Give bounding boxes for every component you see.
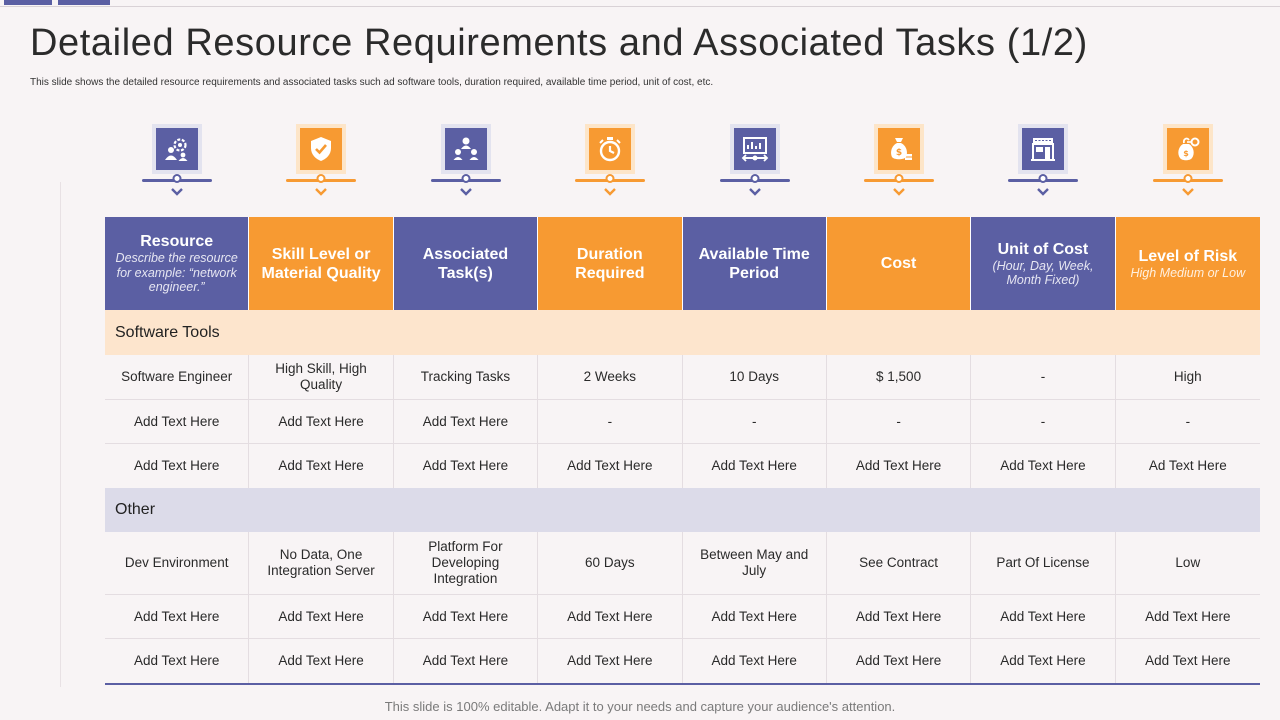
table-bottom-border bbox=[105, 683, 1260, 685]
top-accent-mark bbox=[58, 0, 110, 5]
connector-dot bbox=[461, 174, 470, 183]
table-cell: Platform For Developing Integration bbox=[394, 532, 538, 594]
chevron-down-icon bbox=[893, 188, 905, 196]
table-row bbox=[105, 532, 1260, 595]
table-cell: Add Text Here bbox=[249, 595, 393, 638]
icon-column-cost bbox=[827, 120, 971, 210]
header-title: Level of Risk bbox=[1138, 247, 1238, 265]
table-cell: - bbox=[1185, 413, 1191, 429]
table-cell: Ad Text Here bbox=[1148, 458, 1227, 473]
table-cell: - bbox=[683, 400, 827, 443]
table-cell: Add Text Here bbox=[394, 444, 538, 488]
table-cell: Add Text Here bbox=[394, 639, 538, 683]
connector-dot bbox=[750, 174, 759, 183]
table-row bbox=[105, 444, 1260, 488]
table-cell: Add Text Here bbox=[394, 595, 538, 638]
gear-people-icon bbox=[152, 124, 202, 174]
header-unit-cost bbox=[971, 217, 1115, 310]
table-cell: Add Text Here bbox=[827, 595, 971, 638]
header-subtitle: High Medium or Low bbox=[1130, 265, 1246, 280]
chevron-down-icon bbox=[1182, 188, 1194, 196]
icon-column-duration bbox=[538, 120, 682, 210]
table-cell: High Skill, High Quality bbox=[249, 355, 393, 399]
header-subtitle: (Hour, Day, Week, Month Fixed) bbox=[992, 258, 1094, 287]
header-title: Cost bbox=[880, 255, 917, 272]
table-cell: Add Text Here bbox=[971, 444, 1115, 488]
money-bag-icon bbox=[874, 124, 924, 174]
resource-table bbox=[105, 217, 1260, 685]
section-other: Other bbox=[105, 488, 1260, 532]
table-cell: Part Of License bbox=[971, 532, 1115, 594]
header-cost bbox=[827, 217, 971, 310]
table-cell: Add Text Here bbox=[827, 444, 971, 488]
header-risk bbox=[1116, 217, 1260, 310]
table-cell: Software Engineer bbox=[105, 355, 249, 399]
table-cell: $ 1,500 bbox=[827, 355, 971, 399]
table-cell: - bbox=[827, 400, 971, 443]
connector-dot bbox=[173, 174, 182, 183]
chevron-down-icon bbox=[749, 188, 761, 196]
table-row bbox=[105, 355, 1260, 400]
icon-column-tasks bbox=[394, 120, 538, 210]
header-title: Unit of Cost bbox=[997, 240, 1089, 258]
table-cell: 2 Weeks bbox=[538, 355, 682, 399]
chevron-down-icon bbox=[315, 188, 327, 196]
table-cell: Add Text Here bbox=[1145, 608, 1231, 624]
svg-text:$: $ bbox=[1182, 149, 1189, 158]
table-cell: Add Text Here bbox=[249, 639, 393, 683]
table-cell: Add Text Here bbox=[683, 595, 827, 638]
table-cell: Add Text Here bbox=[249, 400, 393, 443]
top-divider bbox=[0, 6, 1280, 7]
top-accent-mark bbox=[4, 0, 52, 5]
left-guide-line bbox=[60, 182, 61, 687]
table-cell: High bbox=[1173, 369, 1202, 384]
table-row bbox=[105, 595, 1260, 639]
coin-bag-icon bbox=[1163, 124, 1213, 174]
header-title: Associated Task(s) bbox=[422, 245, 509, 282]
table-header-row bbox=[105, 217, 1260, 310]
header-title: Duration Required bbox=[575, 245, 645, 282]
header-title: Skill Level or Material Quality bbox=[261, 245, 381, 282]
table-cell: Add Text Here bbox=[683, 444, 827, 488]
header-duration bbox=[538, 217, 682, 310]
header-resource bbox=[105, 217, 249, 310]
chevron-down-icon bbox=[460, 188, 472, 196]
team-hierarchy-icon bbox=[441, 124, 491, 174]
header-skill-level bbox=[249, 217, 393, 310]
connector-dot bbox=[317, 174, 326, 183]
table-cell: No Data, One Integration Server bbox=[249, 532, 393, 594]
table-cell: Add Text Here bbox=[249, 444, 393, 488]
section-software-tools: Software Tools bbox=[105, 310, 1260, 355]
table-cell: Add Text Here bbox=[683, 639, 827, 683]
table-row bbox=[105, 639, 1260, 683]
table-cell: Between May and July bbox=[683, 532, 827, 594]
table-cell: Add Text Here bbox=[105, 595, 249, 638]
table-cell: Add Text Here bbox=[105, 444, 249, 488]
table-cell: Dev Environment bbox=[105, 532, 249, 594]
table-cell: Add Text Here bbox=[105, 639, 249, 683]
table-cell: Add Text Here bbox=[105, 400, 249, 443]
table-cell: - bbox=[971, 400, 1115, 443]
table-cell: See Contract bbox=[827, 532, 971, 594]
svg-text:$: $ bbox=[895, 148, 903, 158]
storefront-icon bbox=[1018, 124, 1068, 174]
slide-subtitle: This slide shows the detailed resource requirements and associated tasks such ad software tools, duration required, available time period, unit of cost, etc. bbox=[30, 77, 714, 88]
slide-footer: This slide is 100% editable. Adapt it to your needs and capture your audience's attention. bbox=[384, 699, 896, 714]
icon-column-unit-cost bbox=[971, 120, 1115, 210]
shield-check-icon bbox=[296, 124, 346, 174]
connector-dot bbox=[1183, 174, 1192, 183]
table-cell: Add Text Here bbox=[971, 639, 1115, 683]
header-title: Available Time Period bbox=[698, 245, 810, 282]
table-cell: Add Text Here bbox=[538, 639, 682, 683]
header-title: Resource bbox=[140, 233, 214, 251]
stopwatch-icon bbox=[585, 124, 635, 174]
icon-column-risk bbox=[1116, 120, 1260, 210]
chevron-down-icon bbox=[1037, 188, 1049, 196]
table-cell: 60 Days bbox=[538, 532, 682, 594]
table-cell: Tracking Tasks bbox=[394, 355, 538, 399]
header-time-period bbox=[683, 217, 827, 310]
table-cell: Low bbox=[1175, 555, 1201, 570]
icon-column-time-period bbox=[683, 120, 827, 210]
header-associated-tasks bbox=[394, 217, 538, 310]
table-cell: Add Text Here bbox=[1145, 653, 1231, 668]
calendar-chart-icon bbox=[730, 124, 780, 174]
table-cell: Add Text Here bbox=[394, 400, 538, 443]
table-cell: - bbox=[538, 400, 682, 443]
table-row bbox=[105, 400, 1260, 444]
connector-dot bbox=[1039, 174, 1048, 183]
slide-title: Detailed Resource Requirements and Associated Tasks (1/2) bbox=[30, 22, 1088, 64]
table-cell: Add Text Here bbox=[971, 595, 1115, 638]
table-cell: Add Text Here bbox=[538, 595, 682, 638]
table-cell: - bbox=[971, 355, 1115, 399]
connector-dot bbox=[606, 174, 615, 183]
chevron-down-icon bbox=[604, 188, 616, 196]
chevron-down-icon bbox=[171, 188, 183, 196]
table-cell: Add Text Here bbox=[827, 639, 971, 683]
header-subtitle: Describe the resource for example: “network engineer.” bbox=[115, 251, 238, 295]
connector-dot bbox=[894, 174, 903, 183]
icon-column-resource bbox=[105, 120, 249, 210]
table-cell: Add Text Here bbox=[538, 444, 682, 488]
icon-column-skill bbox=[249, 120, 393, 210]
table-cell: 10 Days bbox=[683, 355, 827, 399]
